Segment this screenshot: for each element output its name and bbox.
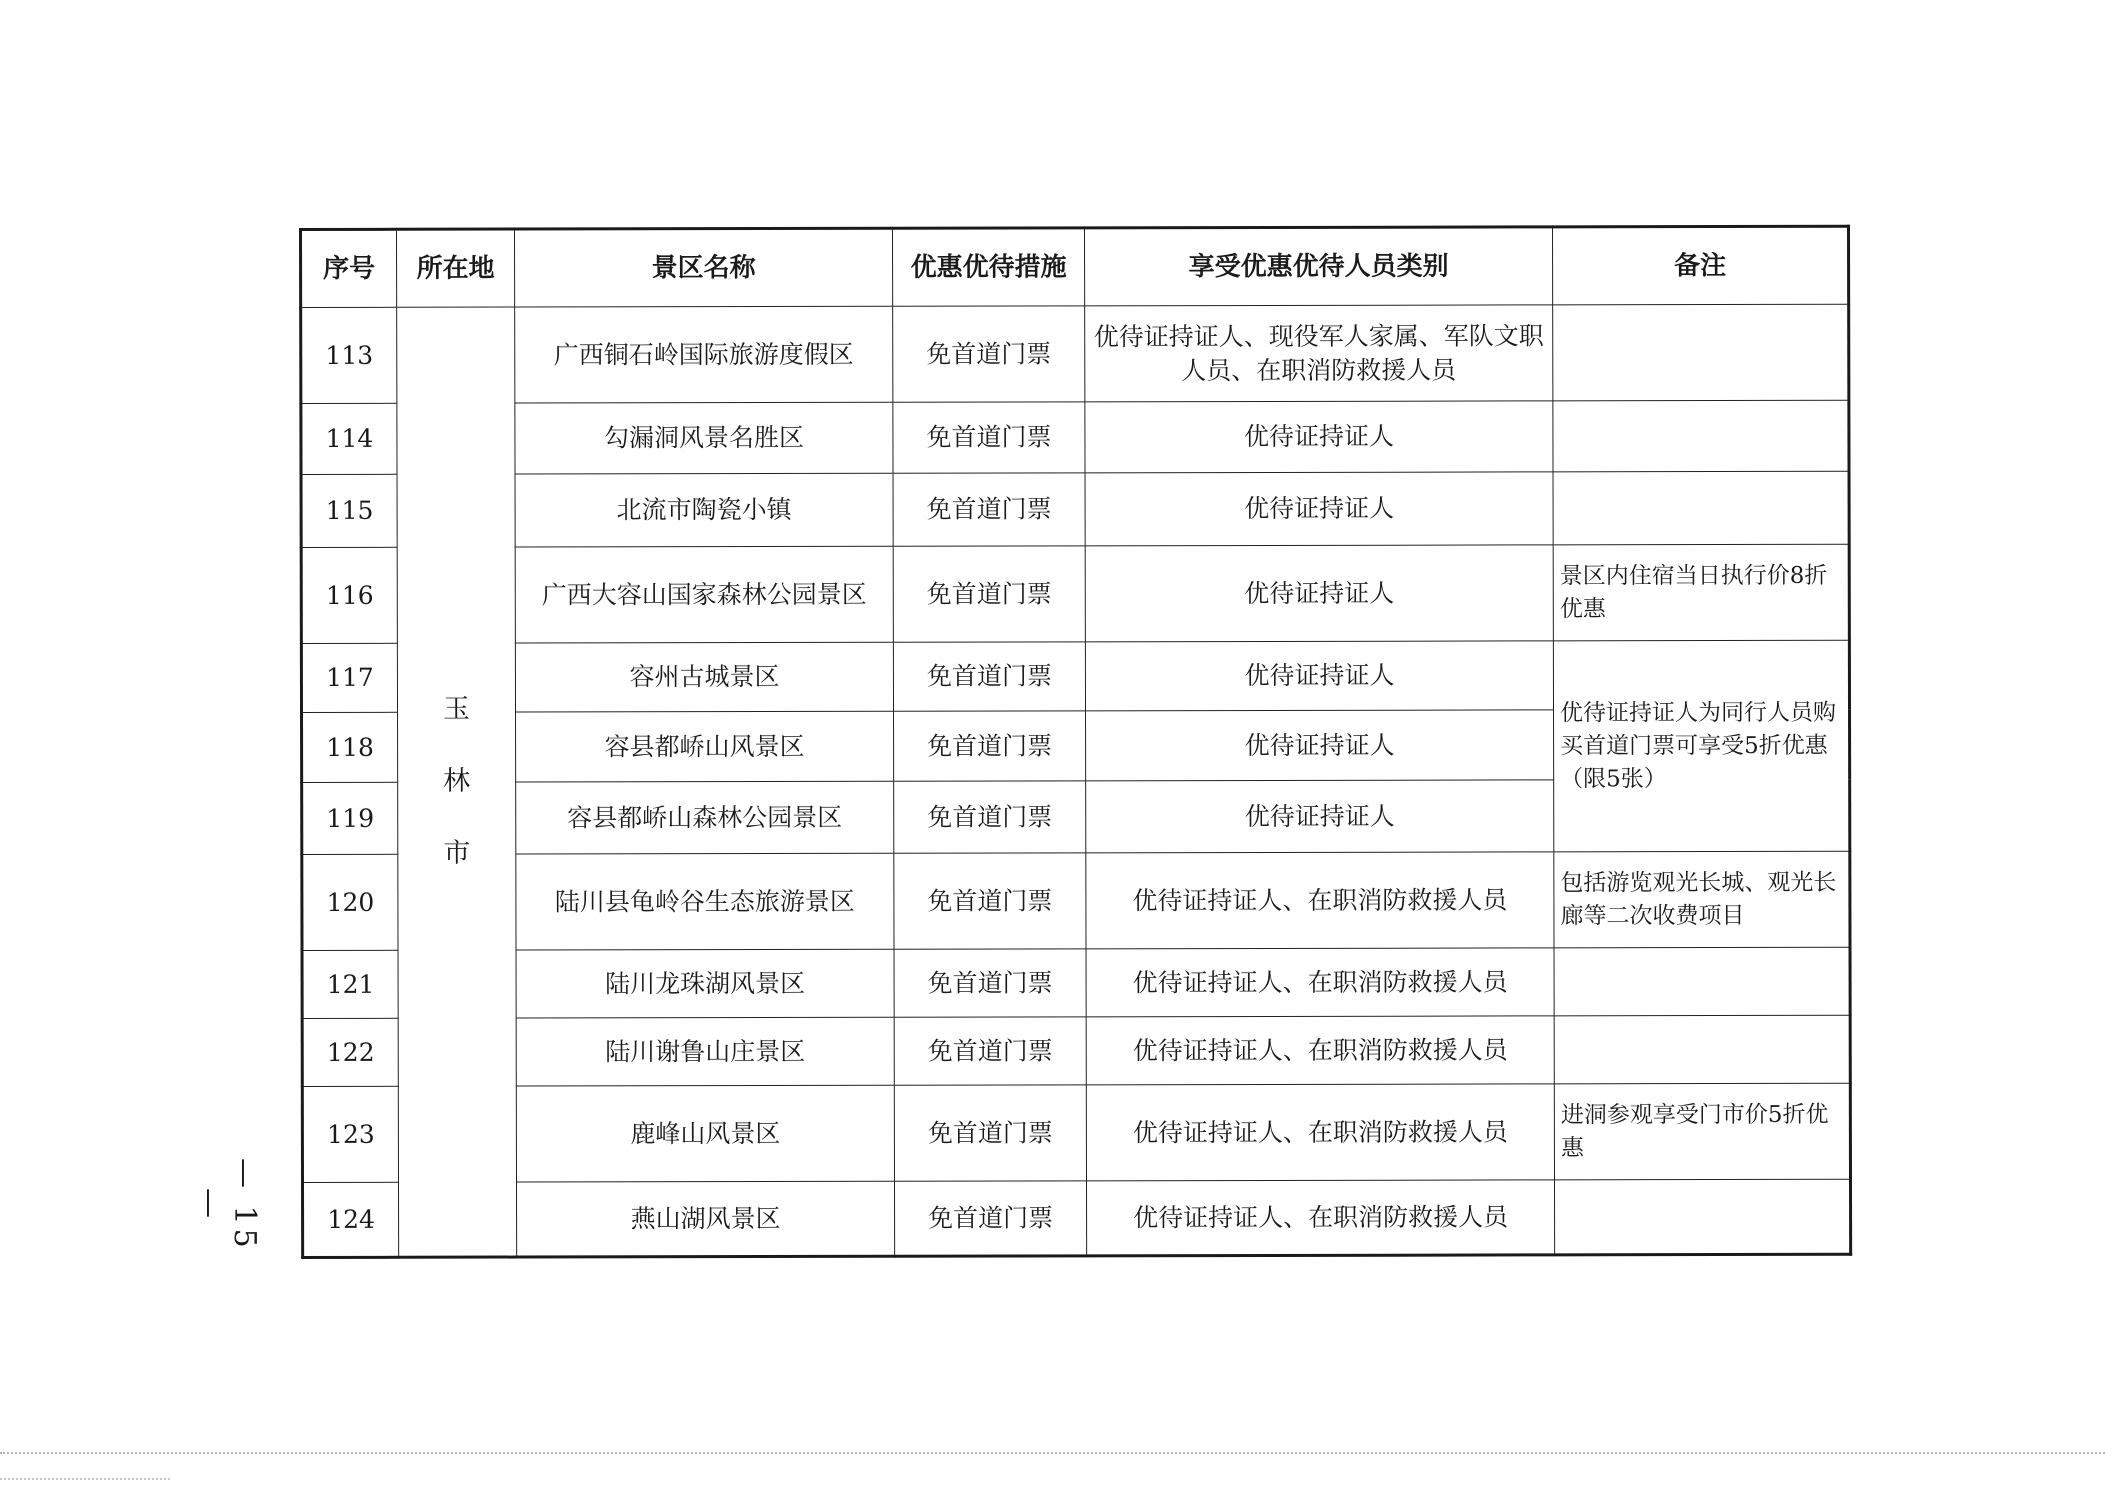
- category-cell: 优待证持证人: [1086, 780, 1554, 853]
- scenic-name-cell: 容县都峤山森林公园景区: [516, 781, 894, 854]
- location-cell: [397, 307, 517, 1257]
- measure-cell: 免首道门票: [894, 711, 1086, 781]
- scan-artifact-line: [0, 1452, 2105, 1456]
- table-row: [302, 947, 1850, 1018]
- serial-cell: 113: [301, 307, 397, 403]
- note-cell: [1554, 947, 1850, 1016]
- measure-cell: 免首道门票: [893, 473, 1085, 546]
- table-row: [302, 1015, 1850, 1086]
- serial-cell: 124: [302, 1182, 398, 1257]
- category-cell: 优待证持证人: [1085, 641, 1553, 711]
- location-text: 玉林市: [442, 693, 471, 869]
- measure-cell: 免首道门票: [894, 949, 1086, 1017]
- serial-cell: 116: [301, 547, 397, 643]
- serial-cell: 117: [301, 643, 397, 712]
- category-cell: 优待证持证人: [1086, 710, 1554, 781]
- table-row: [302, 851, 1850, 950]
- serial-cell: 119: [302, 782, 398, 854]
- scenic-name-cell: 陆川谢鲁山庄景区: [516, 1017, 894, 1086]
- note-cell: 优待证持证人为同行人员购买首道门票可享受5折优惠（限5张）: [1553, 640, 1849, 852]
- note-cell: 景区内住宿当日执行价8折优惠: [1553, 544, 1849, 641]
- scenic-name-cell: 北流市陶瓷小镇: [515, 473, 893, 547]
- measure-cell: 免首道门票: [893, 306, 1085, 402]
- category-cell: 优待证持证人: [1085, 472, 1553, 546]
- table-row: [301, 400, 1849, 474]
- note-cell: 进洞参观享受门市价5折优惠: [1554, 1083, 1850, 1180]
- category-cell: 优待证持证人、在职消防救援人员: [1086, 852, 1554, 949]
- measure-cell: 免首道门票: [894, 1017, 1086, 1085]
- scenic-discount-table: [299, 225, 1852, 1259]
- scenic-name-cell: 陆川县龟岭谷生态旅游景区: [516, 853, 894, 950]
- note-cell: [1553, 304, 1849, 401]
- scenic-name-cell: 广西铜石岭国际旅游度假区: [515, 306, 893, 403]
- table-row: [301, 304, 1849, 403]
- header-note: 备注: [1553, 226, 1849, 305]
- table-row: [301, 640, 1849, 712]
- header-category: 享受优惠优待人员类别: [1085, 227, 1553, 306]
- header-scenic-name: 景区名称: [515, 228, 893, 307]
- serial-cell: 122: [302, 1018, 398, 1086]
- table-row: [301, 471, 1849, 547]
- category-cell: 优待证持证人: [1085, 401, 1553, 473]
- scan-artifact-line: [0, 1478, 170, 1480]
- measure-cell: 免首道门票: [894, 781, 1086, 853]
- scenic-name-cell: 广西大容山国家森林公园景区: [515, 546, 893, 643]
- measure-cell: 免首道门票: [894, 1181, 1086, 1256]
- serial-cell: 118: [302, 712, 398, 782]
- measure-cell: 免首道门票: [894, 853, 1086, 949]
- table-header-row: [301, 226, 1849, 307]
- serial-cell: 120: [302, 854, 398, 950]
- measure-cell: 免首道门票: [893, 402, 1085, 473]
- serial-cell: 121: [302, 950, 398, 1018]
- note-cell: [1554, 1015, 1850, 1084]
- serial-cell: 123: [302, 1086, 398, 1182]
- category-cell: 优待证持证人、在职消防救援人员: [1086, 1180, 1554, 1256]
- note-cell: [1553, 471, 1849, 545]
- category-cell: 优待证持证人、在职消防救援人员: [1086, 948, 1554, 1017]
- category-cell: 优待证持证人: [1085, 545, 1553, 642]
- serial-cell: 114: [301, 403, 397, 474]
- note-cell: [1553, 400, 1849, 472]
- scenic-name-cell: 鹿峰山风景区: [516, 1085, 894, 1182]
- scenic-name-cell: 燕山湖风景区: [516, 1181, 894, 1257]
- serial-cell: 115: [301, 474, 397, 547]
- category-cell: 优待证持证人、在职消防救援人员: [1086, 1084, 1554, 1181]
- measure-cell: 免首道门票: [894, 1085, 1086, 1181]
- page-number: — 15 —: [192, 1158, 262, 1252]
- scenic-name-cell: 勾漏洞风景名胜区: [515, 402, 893, 474]
- measure-cell: 免首道门票: [893, 546, 1085, 642]
- note-cell: [1554, 1179, 1850, 1255]
- table-row: [302, 1179, 1850, 1257]
- scenic-name-cell: 陆川龙珠湖风景区: [516, 949, 894, 1018]
- header-location: 所在地: [397, 229, 515, 307]
- scenic-name-cell: 容州古城景区: [515, 642, 893, 712]
- category-cell: 优待证持证人、现役军人家属、军队文职人员、在职消防救援人员: [1085, 305, 1553, 402]
- scenic-name-cell: 容县都峤山风景区: [516, 711, 894, 782]
- category-cell: 优待证持证人、在职消防救援人员: [1086, 1016, 1554, 1085]
- note-cell: 包括游览观光长城、观光长廊等二次收费项目: [1554, 851, 1850, 948]
- measure-cell: 免首道门票: [893, 642, 1085, 711]
- header-measure: 优惠优待措施: [893, 228, 1085, 306]
- table-row: [301, 544, 1849, 643]
- header-serial: 序号: [301, 229, 397, 307]
- table-row: [302, 1083, 1850, 1182]
